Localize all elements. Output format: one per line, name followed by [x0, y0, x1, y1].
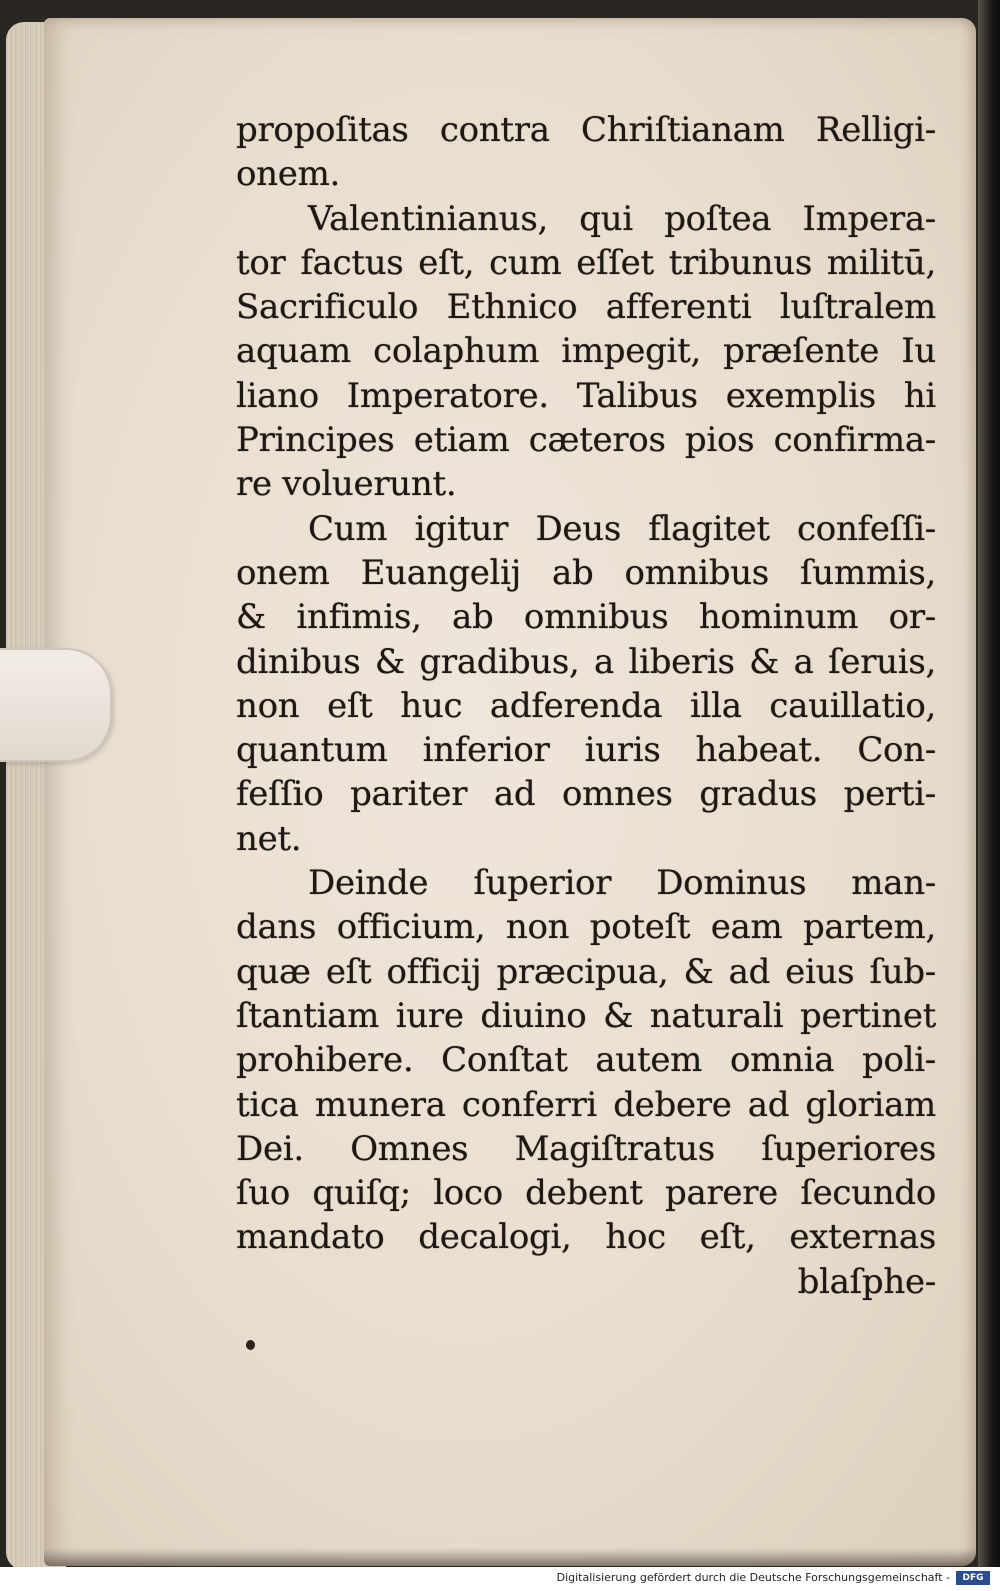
- text-line: onem.: [236, 154, 341, 195]
- funding-credit: Digitalisierung gefördert durch die Deutsche Forschungsgemeinschaft -: [556, 1571, 950, 1584]
- text-line: Dei. Omnes Magiſtratus ſuperiores: [236, 1128, 936, 1169]
- dfg-logo[interactable]: DFG: [956, 1571, 990, 1585]
- text-line: dinibus & gradibus, a liberis & a ſeruis,: [236, 641, 936, 682]
- text-line: tica munera conferri debere ad gloriam: [236, 1084, 936, 1125]
- text-line: onem Euangelij ab omnibus ſummis,: [236, 552, 936, 593]
- text-line: quantum inferior iuris habeat. Con-: [236, 730, 936, 771]
- text-line: & infimis, ab omnibus hominum or-: [236, 597, 936, 638]
- text-line: ſuo quiſq; loco debent parere ſecundo: [236, 1173, 936, 1214]
- text-line: Sacrificulo Ethnico afferenti luſtralem: [236, 287, 936, 328]
- text-line: re voluerunt.: [236, 464, 457, 505]
- text-line: liano Imperatore. Talibus exemplis hi: [236, 375, 936, 416]
- book-spine: [978, 0, 1000, 1591]
- text-line: Deinde ſuperior Dominus man-: [308, 863, 936, 904]
- page-text: [236, 108, 936, 1304]
- text-line: dans officium, non poteſt eam partem,: [236, 907, 936, 948]
- text-line: Principes etiam cæteros pios confirma-: [236, 420, 936, 461]
- ink-dot: [246, 1340, 255, 1350]
- text-line: propoſitas contra Chriſtianam Relligi-: [236, 110, 936, 150]
- text-line: Cum igitur Deus flagitet confeſſi-: [308, 508, 936, 549]
- bookmark-tab[interactable]: [0, 648, 112, 762]
- text-line: Valentinianus, qui poſtea Impera-: [308, 198, 936, 239]
- page-shadow: [44, 1548, 976, 1566]
- text-line: aquam colaphum impegit, præſente Iu: [236, 331, 936, 372]
- text-line: net.: [236, 818, 302, 859]
- text-line: prohibere. Conſtat autem omnia poli-: [236, 1040, 936, 1081]
- catchword: blaſphe-: [797, 1261, 936, 1302]
- text-line: feſſio pariter ad omnes gradus perti-: [236, 774, 936, 815]
- text-line: quæ eſt officij præcipua, & ad eius ſub-: [236, 951, 936, 992]
- text-line: non eſt huc adferenda illa cauillatio,: [236, 685, 936, 726]
- text-line: ſtantiam iure diuino & naturali pertinet: [236, 995, 936, 1036]
- text-line: tor factus eſt, cum eſſet tribunus militū,: [236, 242, 936, 283]
- footer-bar: [0, 1567, 1000, 1591]
- text-line: mandato decalogi, hoc eſt, externas: [236, 1217, 936, 1258]
